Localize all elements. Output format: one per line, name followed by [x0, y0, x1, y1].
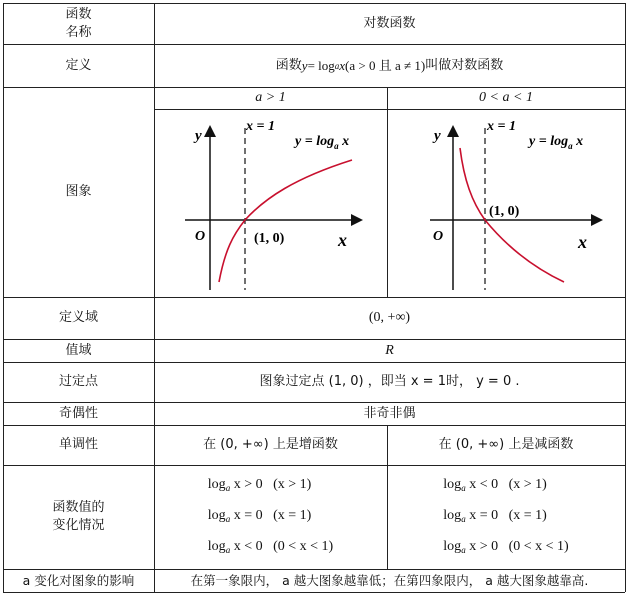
y-axis-label: y: [434, 128, 441, 144]
monotonic-label: 单调性: [58, 437, 98, 452]
graph-increasing-svg: [155, 110, 386, 296]
image-right-head: 0 < a < 1: [479, 90, 533, 105]
y-axis-label: y: [195, 128, 202, 144]
value-change-right-list: [443, 471, 568, 564]
definition-label: 定义: [65, 57, 92, 73]
header-value: 对数函数: [363, 15, 416, 31]
definition-value: [154, 44, 625, 87]
value-change-left-list: [208, 471, 333, 564]
definition-prefix: 函数: [275, 57, 302, 73]
func-label: $y = \log_a x$: [295, 134, 350, 151]
list-item: $\log_a x < 0$ (x > 1): [443, 476, 547, 493]
list-item: $\log_a x > 0$ (0 < x < 1): [443, 538, 569, 555]
fixed-point-label: 过定点: [58, 374, 98, 389]
definition-suffix: 叫做对数函数: [425, 57, 504, 73]
point-label: (1, 0): [254, 231, 285, 246]
range-label: 值域: [65, 342, 92, 358]
graph-decreasing: [388, 110, 624, 296]
domain-value: (0, +∞): [368, 310, 411, 325]
value-change-left: [154, 465, 387, 569]
graph-decreasing-svg: [388, 110, 624, 296]
graph-increasing: [155, 110, 386, 296]
list-item: $\log_a x = 0$ (x = 1): [207, 507, 312, 524]
definition-eq: = log: [307, 57, 335, 73]
x-axis-label: x: [338, 230, 347, 250]
fixed-point-value: 图象过定点 (1, 0) ，即当 x = 1时， y = 0 .: [259, 374, 520, 389]
effect-value: 在第一象限内， a 越大图象越靠低；在第四象限内， a 越大图象越靠高.: [190, 572, 589, 588]
func-label: $y = \log_a x$: [529, 134, 584, 151]
x-eq-1-label: x = 1: [487, 119, 516, 134]
effect-label: a 变化对图象的影响: [22, 572, 135, 588]
list-item: $\log_a x < 0$ (0 < x < 1): [207, 538, 334, 555]
header-label: 函数 名称: [65, 6, 92, 40]
definition-y: y: [301, 57, 308, 73]
log-curve-increasing: [219, 160, 352, 282]
origin-label: O: [433, 229, 444, 244]
definition-x: x: [339, 57, 346, 73]
domain-label: 定义域: [58, 310, 98, 325]
image-left-head: a > 1: [255, 90, 286, 105]
origin-label: O: [195, 229, 206, 244]
definition-base: a: [334, 60, 340, 71]
range-value: R: [385, 342, 394, 358]
parity-value: 非奇非偶: [363, 405, 416, 421]
value-change-label: 函数值的 变化情况: [52, 500, 105, 533]
list-item: $\log_a x > 0$ (x > 1): [207, 476, 312, 493]
monotonic-right: 在 (0, +∞) 上是减函数: [438, 437, 574, 452]
x-eq-1-label: x = 1: [246, 119, 275, 134]
x-axis-label: x: [578, 232, 587, 252]
value-change-right: [387, 465, 625, 569]
table-border-bottom: [3, 592, 625, 593]
list-item: $\log_a x = 0$ (x = 1): [443, 507, 547, 524]
point-label: (1, 0): [489, 204, 520, 219]
image-label: 图象: [65, 184, 92, 199]
definition-condition: (a > 0 且 a ≠ 1): [345, 57, 426, 73]
monotonic-left: 在 (0, +∞) 上是增函数: [203, 437, 338, 452]
table-border-right: [625, 3, 626, 592]
parity-label: 奇偶性: [58, 405, 98, 421]
